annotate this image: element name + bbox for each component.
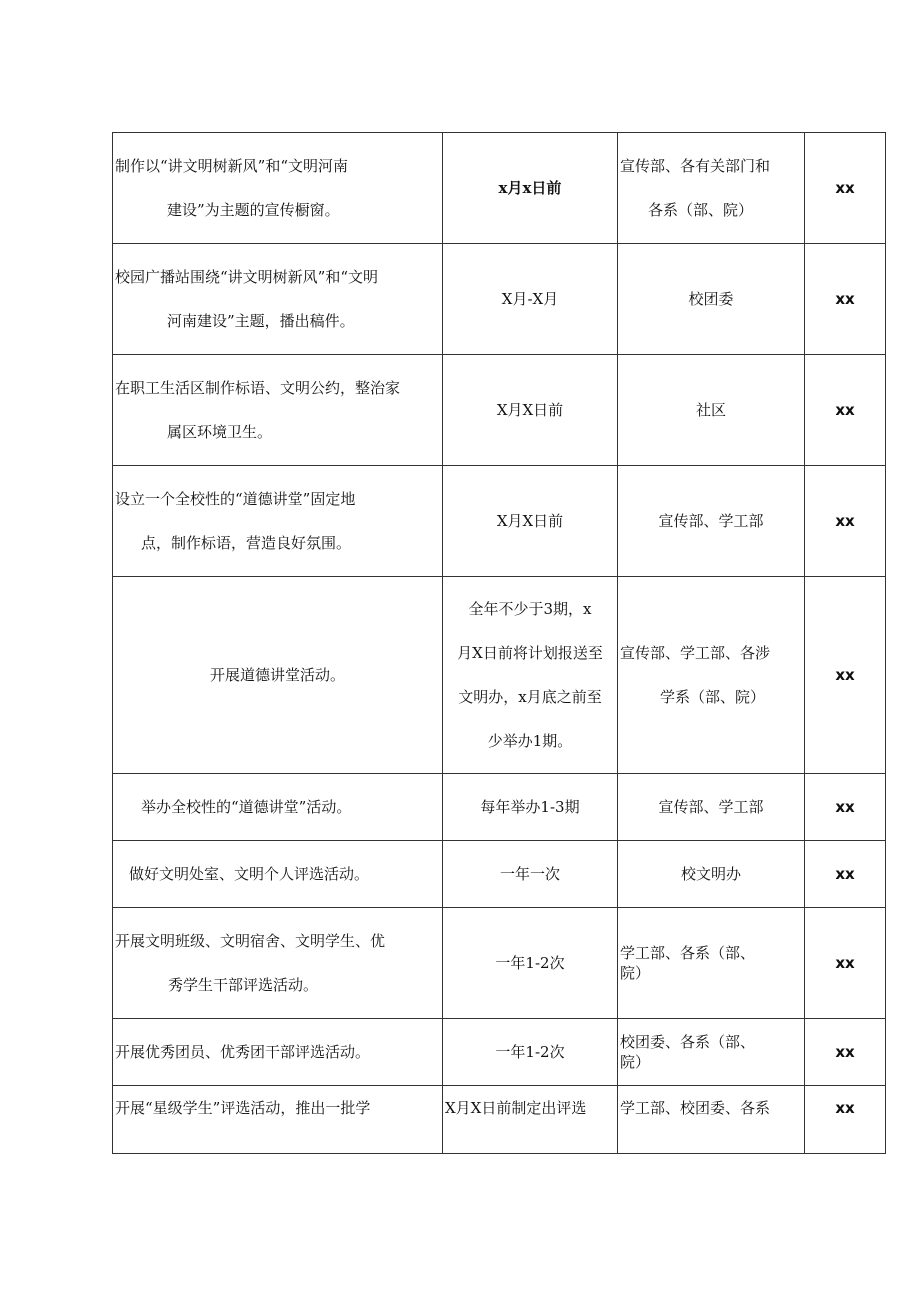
- dept-cell: [618, 133, 805, 244]
- time-text: X月X日前制定出评选: [445, 1099, 587, 1117]
- dept-text: 学工部、各系（部、: [620, 944, 756, 962]
- table-row: [113, 355, 886, 466]
- task-text: 开展“星级学生”评选活动，推出一批学: [115, 1099, 371, 1117]
- task-text: 在职工生活区制作标语、文明公约，整治家: [115, 379, 401, 397]
- task-cell: [113, 133, 443, 244]
- task-text: 举办全校性的“道德讲堂”活动。: [141, 798, 352, 816]
- contact-cell: xx: [805, 355, 886, 466]
- contact-cell: xx: [805, 1086, 886, 1154]
- time-text: 少举办1期。: [487, 732, 573, 750]
- time-cell: 一年一次: [443, 841, 618, 908]
- table-row: [113, 1019, 886, 1086]
- task-cell: [113, 244, 443, 355]
- contact-cell: xx: [805, 133, 886, 244]
- task-text: 做好文明处室、文明个人评选活动。: [129, 865, 370, 883]
- dept-cell: 宣传部、学工部: [618, 774, 805, 841]
- task-text: 点，制作标语，营造良好氛围。: [141, 534, 352, 552]
- dept-cell: 宣传部、学工部: [618, 466, 805, 577]
- contact-cell: xx: [805, 841, 886, 908]
- task-text: 设立一个全校性的“道德讲堂”固定地: [115, 490, 356, 508]
- contact-cell: xx: [805, 1019, 886, 1086]
- task-text: 属区环境卫生。: [167, 423, 273, 441]
- time-cell: x月x日前: [443, 133, 618, 244]
- dept-text: 宣传部、各有关部门和: [620, 157, 771, 175]
- time-cell: 一年1-2次: [443, 908, 618, 1019]
- time-cell: [443, 1086, 618, 1154]
- contact-cell: xx: [805, 244, 886, 355]
- time-cell: X月-X月: [443, 244, 618, 355]
- table-row: [113, 133, 886, 244]
- table-row: [113, 841, 886, 908]
- dept-cell: 校团委: [618, 244, 805, 355]
- dept-cell: [618, 1019, 805, 1086]
- task-cell: [113, 355, 443, 466]
- dept-cell: 校文明办: [618, 841, 805, 908]
- dept-cell: [618, 908, 805, 1019]
- dept-cell: 社区: [618, 355, 805, 466]
- task-cell: 开展道德讲堂活动。: [113, 577, 443, 774]
- dept-text: 学工部、校团委、各系: [620, 1099, 771, 1117]
- contact-cell: xx: [805, 908, 886, 1019]
- task-cell: [113, 1086, 443, 1154]
- dept-cell: [618, 577, 805, 774]
- task-text: 校园广播站围绕“讲文明树新风”和“文明: [115, 268, 379, 286]
- table-row: [113, 577, 886, 774]
- task-cell: [113, 1019, 443, 1086]
- time-text: 全年不少于3期，x: [468, 600, 592, 618]
- time-cell: 一年1-2次: [443, 1019, 618, 1086]
- time-cell: 每年举办1-3期: [443, 774, 618, 841]
- table-row: [113, 774, 886, 841]
- task-text: 河南建设”主题，播出稿件。: [167, 312, 355, 330]
- work-plan-table: [112, 132, 886, 1154]
- time-text: 文明办，x月底之前至: [458, 688, 602, 706]
- dept-cell: [618, 1086, 805, 1154]
- dept-text: 学系（部、院）: [660, 688, 766, 706]
- task-cell: [113, 841, 443, 908]
- time-text: 月X日前将计划报送至: [457, 644, 603, 662]
- dept-text: 各系（部、院）: [648, 201, 754, 219]
- table-row: [113, 466, 886, 577]
- task-text: 制作以“讲文明树新风”和“文明河南: [115, 157, 349, 175]
- time-cell: X月X日前: [443, 355, 618, 466]
- table-row: [113, 1086, 886, 1154]
- contact-cell: xx: [805, 774, 886, 841]
- task-text: 秀学生干部评选活动。: [168, 976, 319, 994]
- time-cell: X月X日前: [443, 466, 618, 577]
- dept-text: 宣传部、学工部、各涉: [620, 644, 771, 662]
- task-cell: [113, 466, 443, 577]
- contact-cell: xx: [805, 466, 886, 577]
- task-cell: [113, 774, 443, 841]
- contact-cell: xx: [805, 577, 886, 774]
- task-text: 建设”为主题的宣传橱窗。: [167, 201, 340, 219]
- time-cell: [443, 577, 618, 774]
- task-text: 开展文明班级、文明宿舍、文明学生、优: [115, 932, 386, 950]
- table-row: [113, 244, 886, 355]
- dept-text: 院）: [620, 1053, 651, 1071]
- dept-text: 校团委、各系（部、: [620, 1033, 756, 1051]
- dept-text: 院）: [620, 964, 651, 982]
- task-text: 开展优秀团员、优秀团干部评选活动。: [115, 1043, 371, 1061]
- task-cell: [113, 908, 443, 1019]
- table-row: [113, 908, 886, 1019]
